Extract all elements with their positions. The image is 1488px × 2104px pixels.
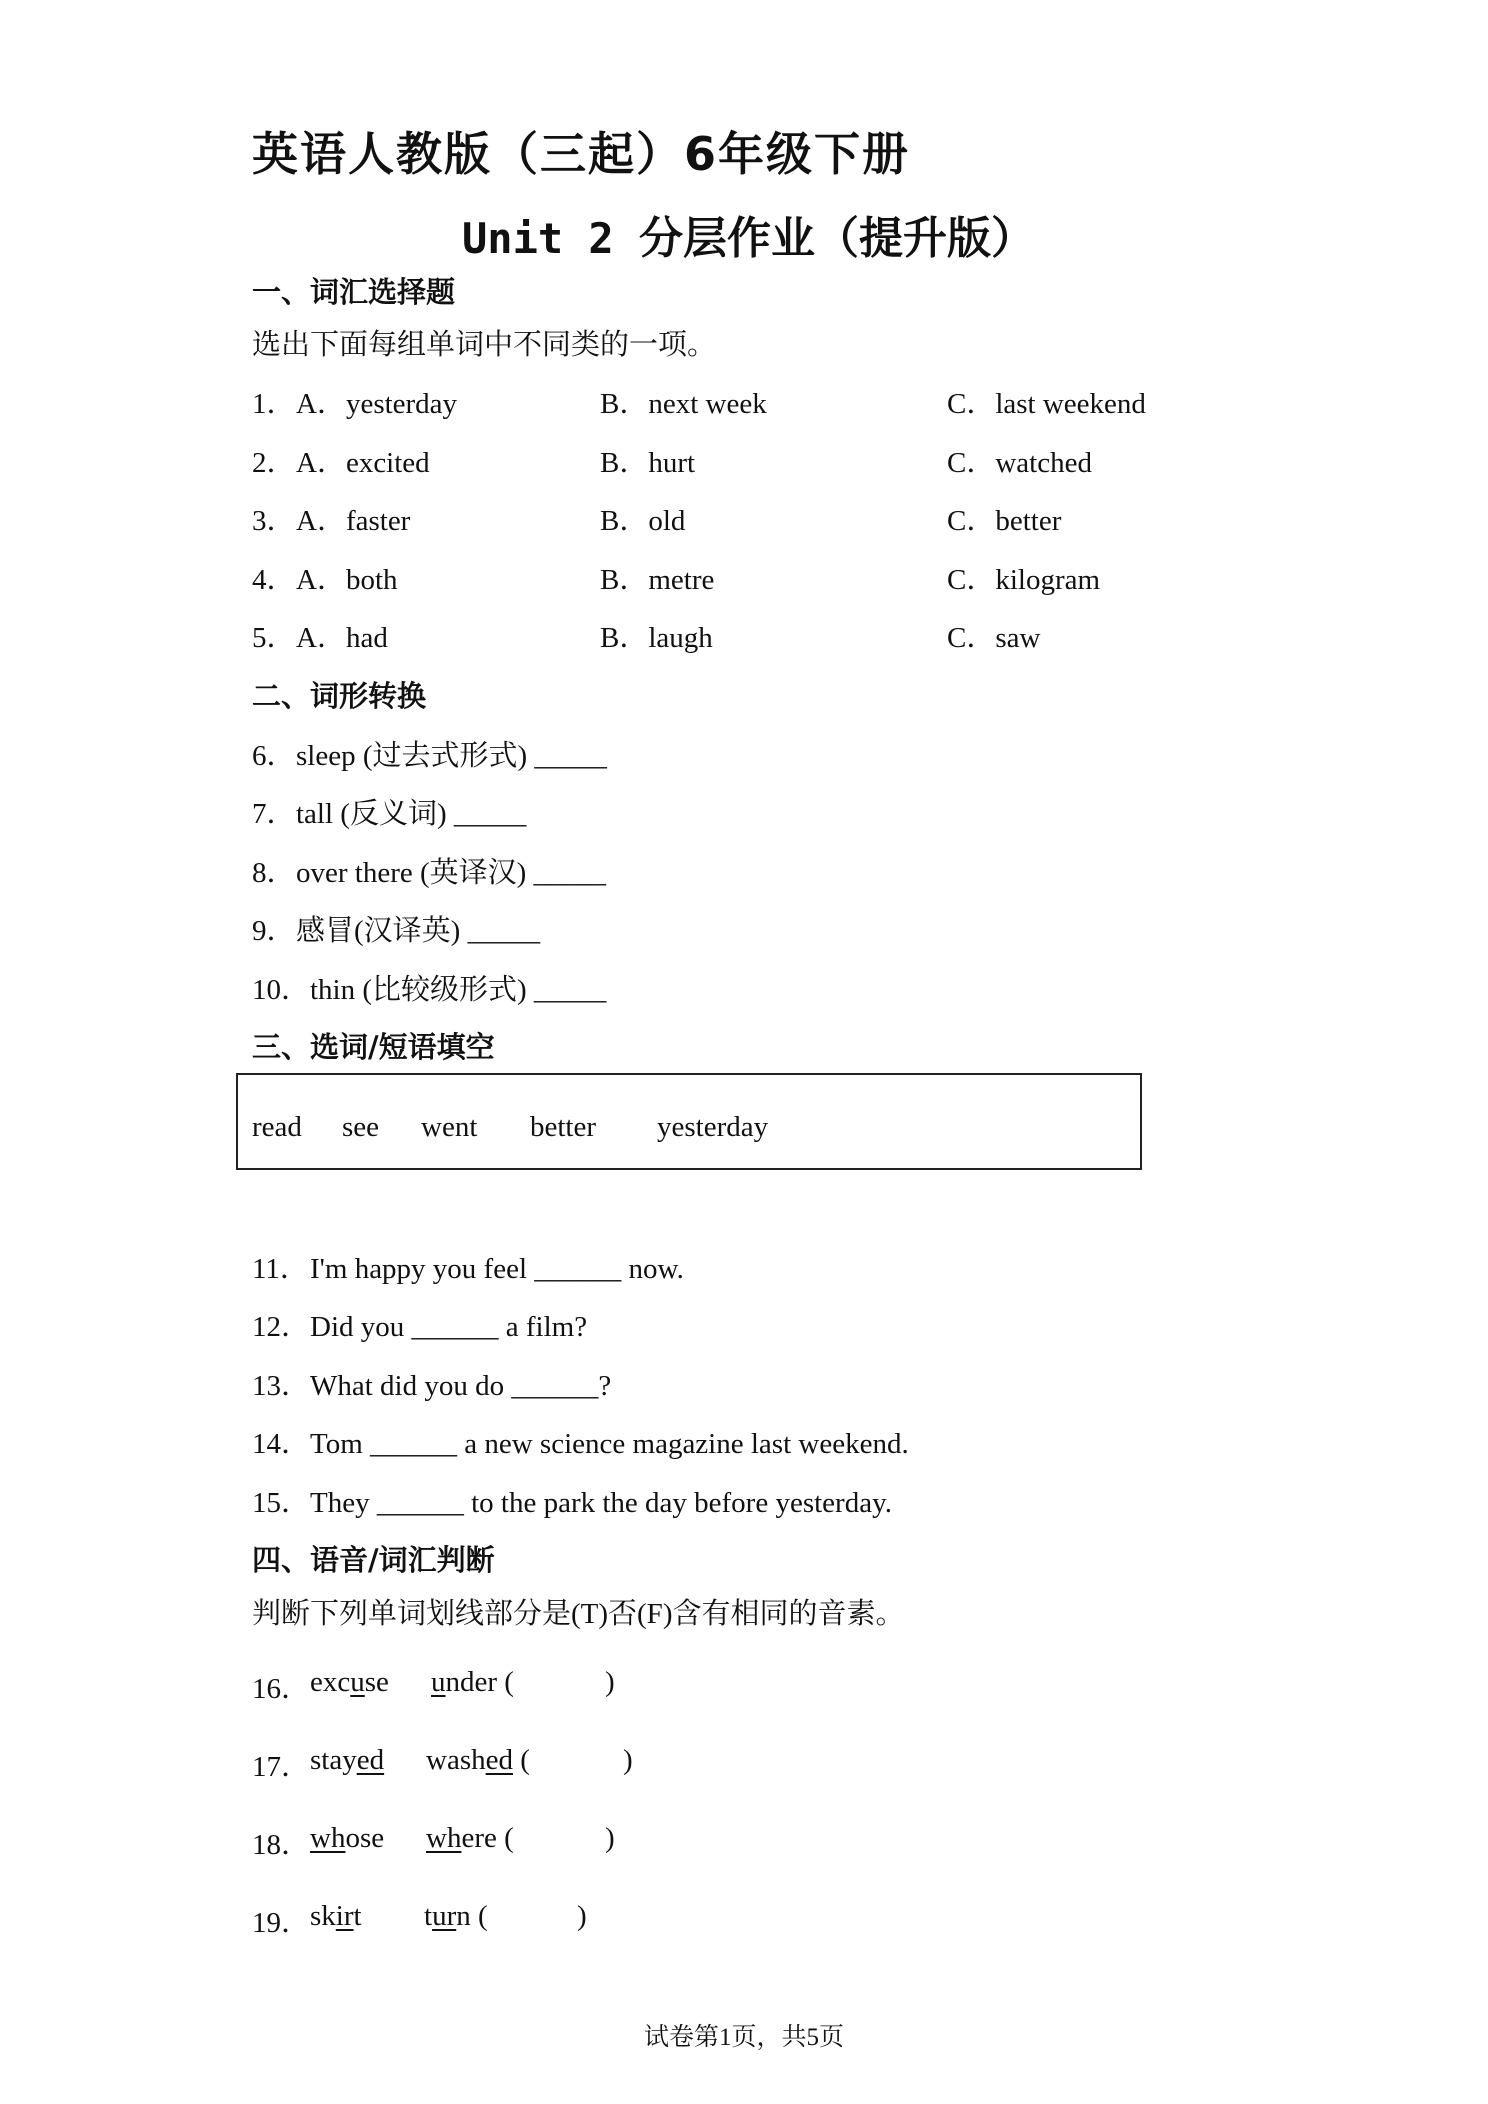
word-bank-item: went — [421, 1111, 478, 1143]
underlined-part: ed — [485, 1744, 513, 1776]
question-number: 2． — [252, 447, 296, 479]
word-part: ose — [345, 1822, 385, 1854]
subtitle-label: 分层作业（提升版） — [639, 213, 1036, 264]
question-number: 7． — [252, 798, 296, 830]
transform-question-10 — [252, 967, 606, 1008]
answer-paren-close: ) — [605, 1822, 615, 1854]
question-number: 8． — [252, 857, 296, 889]
fill-question-13 — [252, 1363, 611, 1404]
question-number: 15． — [252, 1487, 311, 1519]
option-c: C．watched — [947, 447, 1092, 479]
question-number: 14． — [252, 1428, 311, 1460]
transform-question-6 — [252, 733, 607, 774]
question-text: tall (反义词) _____ — [296, 798, 527, 830]
question-number: 18． — [252, 1829, 311, 1861]
question-number: 12． — [252, 1311, 311, 1343]
option-a: A．faster — [296, 505, 411, 537]
word-bank-item: see — [342, 1111, 380, 1143]
option-b: B．next week — [600, 388, 767, 420]
section-heading-3: 三、选词/短语填空 — [252, 1030, 495, 1064]
answer-paren-close: ) — [605, 1666, 615, 1698]
section-heading-4: 四、语音/词汇判断 — [252, 1543, 495, 1577]
section-1-instruction: 选出下面每组单词中不同类的一项。 — [252, 329, 717, 361]
word-part: stay — [310, 1744, 357, 1776]
word-2 — [424, 1900, 488, 1933]
question-text: What did you do ______? — [310, 1370, 612, 1402]
option-c: C．last weekend — [947, 388, 1146, 420]
underlined-part: wh — [310, 1822, 346, 1854]
word-part: ere ( — [461, 1822, 514, 1854]
underlined-part: ir — [335, 1900, 354, 1932]
underlined-part: ur — [432, 1900, 457, 1932]
question-number: 19． — [252, 1907, 311, 1939]
question-text: 感冒(汉译英) _____ — [296, 915, 541, 947]
option-c: C．saw — [947, 622, 1041, 654]
question-number: 6． — [252, 740, 296, 772]
word-part: n ( — [456, 1900, 488, 1932]
question-text: They ______ to the park the day before yesterday. — [310, 1487, 892, 1519]
question-number: 11． — [252, 1253, 309, 1285]
answer-paren-close: ) — [577, 1900, 587, 1932]
page-title: 英语人教版（三起）6年级下册 — [252, 127, 911, 181]
word-1 — [310, 1666, 389, 1699]
option-a: A．yesterday — [296, 388, 458, 420]
section-heading-1: 一、词汇选择题 — [252, 275, 456, 309]
option-a: A．excited — [296, 447, 430, 479]
question-number: 13． — [252, 1370, 311, 1402]
word-part: nder ( — [445, 1666, 514, 1698]
word-part: wash — [426, 1744, 486, 1776]
underlined-part: u — [431, 1666, 446, 1698]
section-heading-2: 二、词形转换 — [252, 679, 427, 713]
word-2 — [426, 1822, 514, 1855]
option-b: B．metre — [600, 564, 715, 596]
option-a: A．both — [296, 564, 398, 596]
fill-question-15 — [252, 1480, 892, 1521]
option-b: B．old — [600, 505, 686, 537]
question-text: over there (英译汉) _____ — [296, 857, 607, 889]
word-bank-item: yesterday — [657, 1111, 769, 1143]
question-text: Tom ______ a new science magazine last weekend. — [310, 1428, 909, 1460]
word-part: ( — [512, 1744, 530, 1776]
underlined-part: u — [350, 1666, 365, 1698]
question-text: Did you ______ a film? — [310, 1311, 588, 1343]
word-1 — [310, 1744, 384, 1777]
question-number: 9． — [252, 915, 296, 947]
fill-question-14 — [252, 1421, 909, 1462]
question-number: 4． — [252, 564, 296, 596]
question-number: 3． — [252, 505, 296, 537]
word-1 — [310, 1900, 362, 1933]
question-number: 1． — [252, 388, 296, 420]
transform-question-7 — [252, 791, 526, 832]
option-c: C．better — [947, 505, 1062, 537]
word-part: exc — [310, 1666, 351, 1698]
page-subtitle — [462, 202, 1035, 266]
word-bank-item: read — [252, 1111, 302, 1143]
word-2 — [431, 1666, 514, 1699]
question-text: sleep (过去式形式) _____ — [296, 740, 607, 772]
page-footer: 试卷第1页，共5页 — [643, 2024, 844, 2051]
word-part: se — [364, 1666, 389, 1698]
option-b: B．laugh — [600, 622, 713, 654]
option-a: A．had — [296, 622, 388, 654]
question-number: 5． — [252, 622, 296, 654]
word-2 — [426, 1744, 530, 1777]
section-4-instruction: 判断下列单词划线部分是(T)否(F)含有相同的音素。 — [252, 1598, 905, 1630]
fill-question-12 — [252, 1304, 587, 1345]
underlined-part: wh — [426, 1822, 462, 1854]
transform-question-9 — [252, 908, 540, 949]
subtitle-unit: Unit 2 — [462, 214, 640, 263]
question-text: I'm happy you feel ______ now. — [310, 1253, 684, 1285]
option-c: C．kilogram — [947, 564, 1101, 596]
word-part: sk — [310, 1900, 336, 1932]
answer-paren-close: ) — [623, 1744, 633, 1776]
word-1 — [310, 1822, 384, 1855]
transform-question-8 — [252, 850, 606, 891]
question-number: 16． — [252, 1673, 311, 1705]
question-number: 17． — [252, 1751, 311, 1783]
word-bank-item: better — [530, 1111, 597, 1143]
option-b: B．hurt — [600, 447, 696, 479]
word-part: t — [424, 1900, 433, 1932]
fill-question-11 — [252, 1246, 684, 1287]
question-number: 10． — [252, 974, 311, 1006]
word-part: t — [353, 1900, 362, 1932]
question-text: thin (比较级形式) _____ — [310, 974, 607, 1006]
underlined-part: ed — [356, 1744, 385, 1776]
